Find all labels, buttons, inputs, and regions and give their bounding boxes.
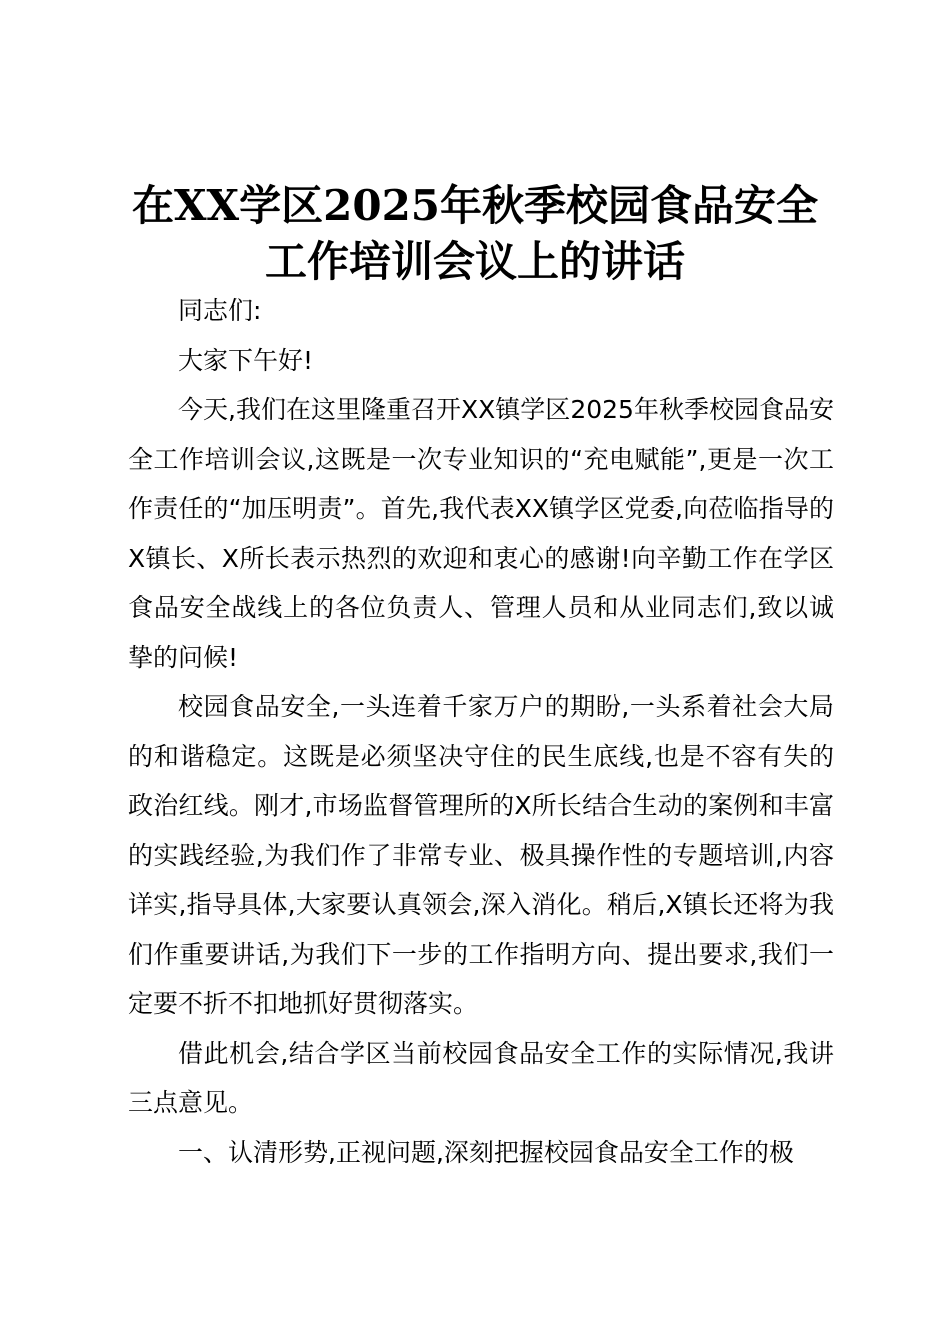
salutation: 同志们: [178, 296, 262, 325]
paragraph-three-points: 借此机会,结合学区当前校园食品安全工作的实际情况,我讲三点意见。 [128, 1038, 834, 1117]
paragraph-opening: 今天,我们在这里隆重召开XX镇学区2025年秋季校园食品安全工作培训会议,这既是一次专业知识的“充电赋能”,更是一次工作责任的“加压明责”。首先,我代表XX镇学区党委,向莅临指导的X镇长、X所长表示热烈的欢迎和衷心的感谢!向辛勤工作在学区食品安全战线上的各位负责人、管理人员和从业同志们,致以诚挚的问候! [128, 395, 834, 672]
section-heading-one: 一、认清形势,正视问题,深刻把握校园食品安全工作的极 [178, 1137, 794, 1167]
greeting: 大家下午好! [178, 345, 314, 375]
document-title: 在XX学区2025年秋季校园食品安全工作培训会议上的讲话 [131, 181, 819, 286]
document-body [128, 286, 834, 1177]
paragraph-food-safety: 校园食品安全,一头连着千家万户的期盼,一头系着社会大局的和谐稳定。这既是必须坚决守住的民生底线,也是不容有失的政治红线。刚才,市场监督管理所的X所长结合生动的案例和丰富的实践经验,为我们作了非常专业、极具操作性的专题培训,内容详实,指导具体,大家要认真领会,深入消化。稍后,X镇长还将为我们作重要讲话,为我们下一步的工作指明方向、提出要求,我们一定要不折不扣地抓好贯彻落实。 [128, 692, 834, 1018]
